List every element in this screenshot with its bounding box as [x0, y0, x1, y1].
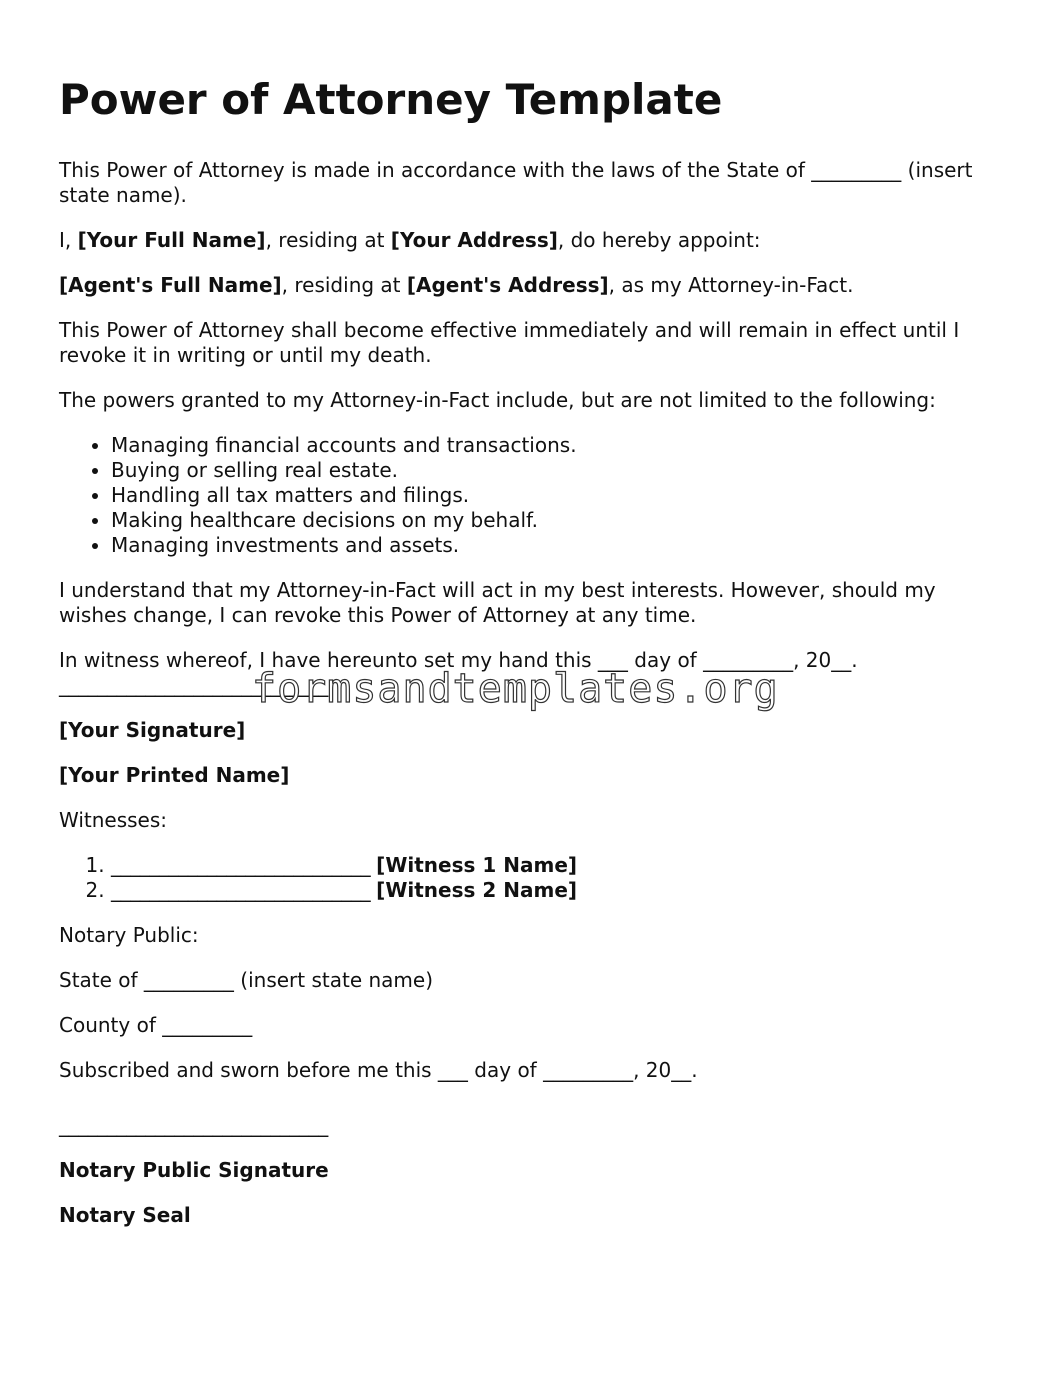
agent-address-placeholder: [Agent's Address] — [406, 273, 609, 297]
agent-paragraph — [59, 273, 1009, 298]
witness-whereof-paragraph: In witness whereof, I have hereunto set my hand this ___ day of _________, 20__. — [59, 648, 858, 672]
witness-name-placeholder: [Witness 2 Name] — [376, 878, 578, 902]
your-signature-label: [Your Signature] — [59, 718, 246, 742]
watermark: formsandtemplates.org — [252, 666, 779, 712]
your-printed-name-label: [Your Printed Name] — [59, 763, 290, 787]
list-item — [111, 878, 1009, 903]
appoint-prefix: I, — [59, 228, 78, 252]
appointment-paragraph — [59, 228, 1009, 253]
powers-list — [59, 433, 1009, 558]
list-item: • Managing investments and assets. — [111, 533, 1009, 558]
signature-line: ____________________________ — [59, 673, 328, 697]
document-title: Power of Attorney Template — [59, 75, 723, 124]
state-of-line: State of _________ (insert state name) — [59, 968, 434, 992]
witnesses-label: Witnesses: — [59, 808, 168, 832]
notary-signature-label: Notary Public Signature — [59, 1158, 329, 1182]
list-item: • Managing financial accounts and transactions. — [111, 433, 1009, 458]
appoint-residing: , residing at — [265, 228, 391, 252]
agent-name-placeholder: [Agent's Full Name] — [59, 273, 282, 297]
your-full-name-placeholder: [Your Full Name] — [77, 228, 266, 252]
list-item — [111, 853, 1009, 878]
intro-paragraph: This Power of Attorney is made in accordance with the laws of the State of _________ (insert state name). — [59, 158, 973, 207]
powers-intro: The powers granted to my Attorney-in-Fact include, but are not limited to the following: — [59, 388, 936, 412]
witness-line: ___________________________ — [111, 853, 377, 877]
notary-seal-label: Notary Seal — [59, 1203, 191, 1227]
your-address-placeholder: [Your Address] — [390, 228, 558, 252]
understand-paragraph: I understand that my Attorney-in-Fact will act in my best interests. However, should my wishes change, I can revoke this Power of Attorney at any time. — [59, 578, 936, 627]
agent-suffix: , as my Attorney-in-Fact. — [608, 273, 854, 297]
list-item: • Buying or selling real estate. — [111, 458, 1009, 483]
county-of-line: County of _________ — [59, 1013, 253, 1037]
document-page — [59, 72, 1009, 1248]
list-item: • Making healthcare decisions on my behalf. — [111, 508, 1009, 533]
subscribed-line: Subscribed and sworn before me this ___ day of _________, 20__. — [59, 1058, 698, 1082]
appoint-suffix: , do hereby appoint: — [557, 228, 761, 252]
witnesses-list — [59, 853, 1009, 903]
notary-label: Notary Public: — [59, 923, 199, 947]
witness-name-placeholder: [Witness 1 Name] — [376, 853, 578, 877]
witness-line: ___________________________ — [111, 878, 377, 902]
agent-residing: , residing at — [281, 273, 407, 297]
list-item: • Handling all tax matters and filings. — [111, 483, 1009, 508]
effective-paragraph: This Power of Attorney shall become effective immediately and will remain in effect until I revoke it in writing or until my death. — [59, 318, 960, 367]
notary-signature-line: ____________________________ — [59, 1113, 328, 1137]
